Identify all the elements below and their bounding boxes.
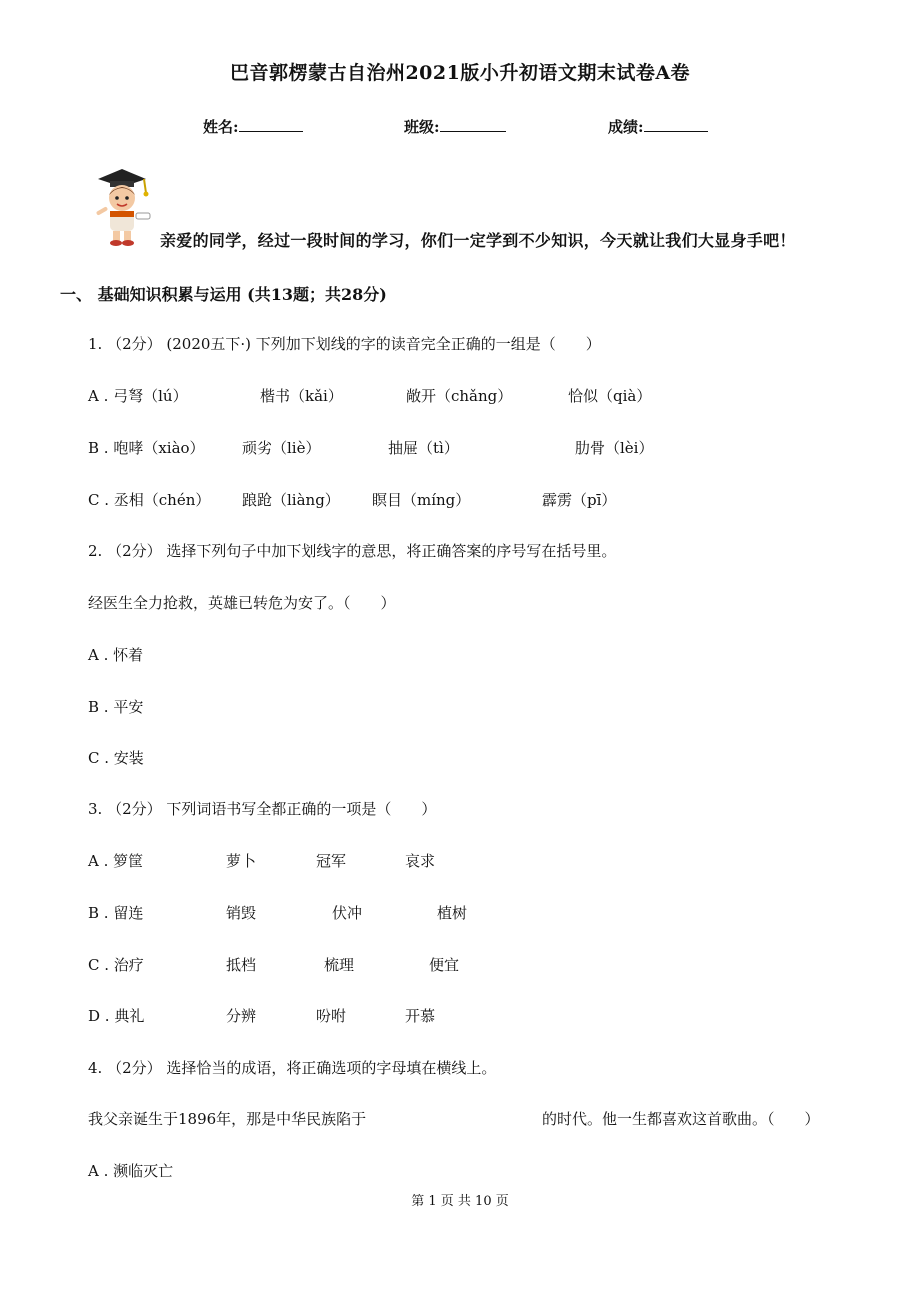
page-title: 巴音郭楞蒙古自治州2021版小升初语文期末试卷A卷 [229, 62, 691, 84]
q3-option-d-word: 吩咐 [316, 1007, 347, 1025]
q2-sentence: 经医生全力抢救，英雄已转危为安了。（ ） [88, 594, 396, 612]
q1-option-b: B . 咆哮（xiào） [88, 439, 205, 457]
q3-option-a-word: 萝卜 [226, 852, 257, 870]
score-blank [644, 117, 708, 132]
q3-option-c-word: 便宜 [429, 956, 460, 974]
q1-option-a-word: 楷书（kǎi） [260, 387, 343, 405]
class-blank [440, 117, 506, 132]
q3-option-b-word: 伏冲 [332, 904, 363, 922]
student-mascot-icon [88, 165, 156, 247]
q3-option-c: C . 治疗 [88, 956, 144, 974]
name-field [203, 116, 303, 137]
q1-option-b-word: 顽劣（liè） [242, 439, 321, 457]
q1-option-c: C . 丞相（chén） [88, 491, 211, 509]
q3-option-b: B . 留连 [88, 904, 144, 922]
q3-option-b-word: 销毁 [226, 904, 257, 922]
name-blank [239, 117, 303, 132]
q4-sentence-part1: 我父亲诞生于1896年，那是中华民族陷于 [88, 1110, 367, 1128]
q4-sentence-part2: 的时代。他一生都喜欢这首歌曲。（ ） [542, 1110, 820, 1128]
q2-option-b: B . 平安 [88, 698, 144, 716]
score-field [608, 116, 708, 137]
class-label: 班级: [404, 118, 440, 136]
q3-option-c-word: 梳理 [324, 956, 355, 974]
q1-option-b-word: 肋骨（lèi） [575, 439, 654, 457]
question-1-stem: 1. （2分） (2020五下·) 下列加下划线的字的读音完全正确的一组是（ ） [88, 335, 601, 353]
q2-option-a: A . 怀着 [88, 646, 144, 664]
score-label: 成绩: [608, 118, 644, 136]
q3-option-b-word: 植树 [437, 904, 468, 922]
q1-option-a: A . 弓弩（lú） [88, 387, 188, 405]
q1-option-a-word: 敞开（chǎng） [406, 387, 513, 405]
class-field [404, 116, 506, 137]
q1-option-c-word: 踉跄（liàng） [242, 491, 340, 509]
page-footer: 第 1 页 共 10 页 [411, 1194, 509, 1209]
q1-option-a-word: 恰似（qià） [568, 387, 652, 405]
name-label: 姓名: [203, 118, 239, 136]
q3-option-d-word: 分辨 [226, 1007, 257, 1025]
q1-option-b-word: 抽屉（tì） [388, 439, 459, 457]
q3-option-d-word: 开慕 [405, 1007, 436, 1025]
section-heading: 一、 基础知识积累与运用 (共13题；共28分) [60, 285, 387, 304]
question-3-stem: 3. （2分） 下列词语书写全都正确的一项是（ ） [88, 800, 437, 818]
question-4-stem: 4. （2分） 选择恰当的成语，将正确选项的字母填在横线上。 [88, 1059, 497, 1077]
q3-option-c-word: 抵档 [226, 956, 257, 974]
question-2-stem: 2. （2分） 选择下列句子中加下划线字的意思，将正确答案的序号写在括号里。 [88, 542, 617, 560]
q3-option-a-word: 哀求 [405, 852, 436, 870]
q4-option-a: A . 濒临灭亡 [88, 1162, 174, 1180]
q1-option-c-word: 霹雳（pī） [542, 491, 617, 509]
q1-option-c-word: 瞑目（míng） [372, 491, 471, 509]
q3-option-a-word: 冠军 [316, 852, 347, 870]
q3-option-d: D . 典礼 [88, 1007, 145, 1025]
greeting-text: 亲爱的同学，经过一段时间的学习，你们一定学到不少知识，今天就让我们大显身手吧！ [160, 231, 796, 250]
q2-option-c: C . 安装 [88, 749, 144, 767]
q3-option-a: A . 箩筐 [88, 852, 144, 870]
